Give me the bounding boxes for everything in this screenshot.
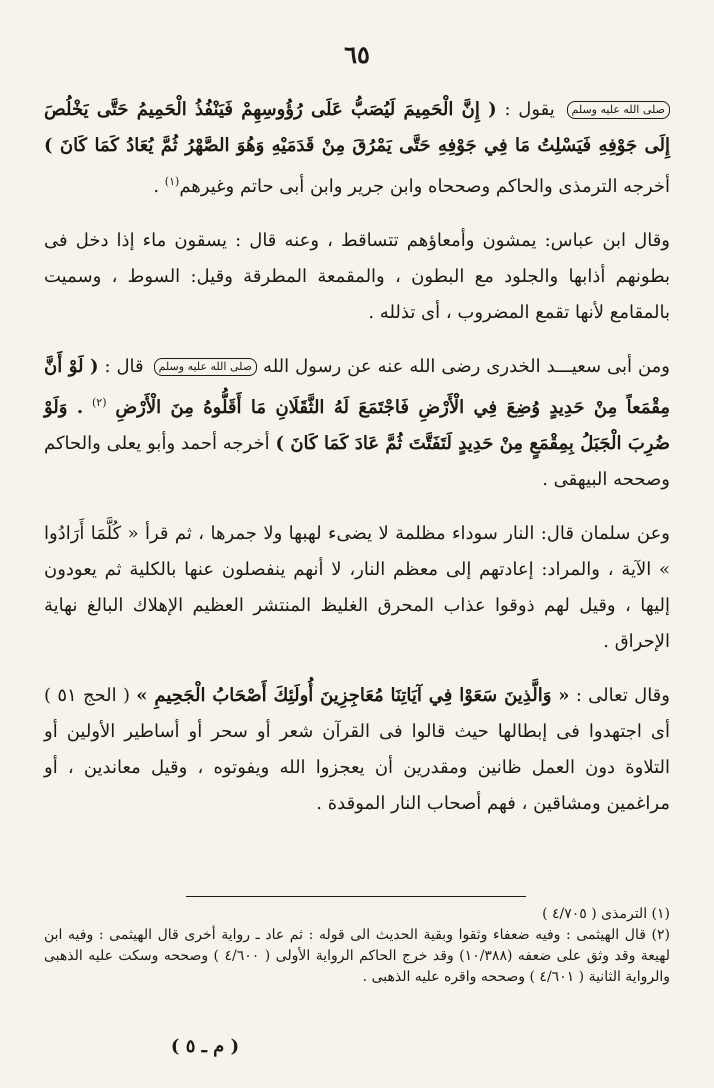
footnote-1: (١) الترمذى ( ٤/٧٠٥ ) [542, 906, 670, 922]
footnote-ref-2: (٢) [92, 396, 107, 409]
paragraph-2: وقال ابن عباس: يمشون وأمعاؤهم تتساقط ، وعنه قال : يسقون ماء إذا دخل فى بطونهم أذابها والجلود مع البطون ، والمقمعة المطرقة وقيل: السوط ، وسميت بالمقامع لأنها تقمع المضروب ، أى تذلله . [44, 230, 670, 323]
paragraph-5 [44, 678, 670, 822]
hadith-quote-2a: ( لَوْ أَنَّ مِقْمَعاً مِنْ حَدِيدٍ وُضِعَ فِي الْأَرْضِ فَاجْتَمَعَ لَهُ الثَّقَلَانِ مَا أَقَلُّوهُ مِنَ الْأَرْضِ [44, 356, 670, 418]
paragraph-5-commentary: ( الحج ٥١ ) أى اجتهدوا فى إبطالها حيث قالوا فى القرآن شعر أو سحر أو أساطير الأولين أو التلاوة دون العمل ظانين ومقدرين أن يعجزوا الله ويفوتوه ، وقيل معاندين ، أو مراغمين ومشاقين ، فهم أصحاب النار الموقدة . [44, 685, 670, 814]
page-number: ٦٥ [344, 40, 370, 69]
paragraph-3 [44, 349, 670, 498]
footnote-divider [186, 896, 526, 897]
hadith-quote-2b: . وَلَوْ ضُرِبَ الْجَبَلُ بِمِقْمَعٍ مِنْ حَدِيدٍ لَتَفَتَّتَ ثُمَّ عَادَ كَمَا كَانَ ) [44, 397, 670, 454]
salawat-seal-icon: صلى الله عليه وسلم [154, 358, 258, 376]
quran-verse: « وَالَّذِينَ سَعَوْا فِي آيَاتِنَا مُعَاجِزِينَ أُولَئِكَ أَصْحَابُ الْجَحِيمِ » [136, 685, 570, 706]
paragraph-1-source: أخرجه الترمذى والحاكم وصححاه وابن جرير وابن أبى حاتم وغيرهم [179, 176, 670, 197]
signature-mark: ( م ـ ٥ ) [170, 1036, 240, 1057]
paragraph-4: وعن سلمان قال: النار سوداء مظلمة لا يضىء لهبها ولا جمرها ، ثم قرأ « كُلَّمَا أَرَادُوا » الآية ، والمراد: إعادتهم إلى معظم النار، لا أنهم ينفصلون عنها بالكلية ثم يعودون إليها ، وقيل لهم ذوقوا عذاب المحرق الغليظ المنتشر العظيم الإهلاك البالغ نهاية الإحراق . [44, 523, 670, 652]
footnote-ref-1: (١) [164, 175, 180, 188]
paragraph-1-lead: يقول : [504, 99, 555, 120]
paragraph-3-lead: ومن أبى سعيـــد الخدرى رضى الله عنه عن رسول الله [263, 356, 670, 377]
footnotes [44, 904, 670, 988]
salawat-seal-icon: صلى الله عليه وسلم [567, 101, 671, 119]
paragraph-1-end: . [153, 176, 165, 197]
paragraph-5-lead: وقال تعالى : [575, 685, 670, 706]
hadith-quote-1: ( إِنَّ الْحَمِيمَ لَيُصَبُّ عَلَى رُؤُوسِهِمْ فَيَنْفُذُ الْحَمِيمُ حَتَّى يَخْلُصَ إِلَى جَوْفِهِ فَيَسْلِتُ مَا فِي جَوْفِهِ حَتَّى يَمْرُقَ مِنْ قَدَمَيْهِ وَهُوَ الصَّهْرُ ثُمَّ يُعَادُ كَمَا كَانَ ) [44, 99, 670, 156]
footnote-2: (٢) قال الهيثمى : وفيه ضعفاء وثقوا وبقية الحديث الى قوله : ثم عاد ـ رواية أخرى قال الهيثمى : وفيه ابن لهيعة وقد وثق على ضعفه (١٠/٣٨٨) وقد خرج الحاكم الرواية الأولى ( ٤/٦٠٠ ) وصححه وسكت عليه الذهبى والرواية الثانية ( ٤/٦٠١ ) وصححه واقره عليه الذهبى . [44, 927, 670, 985]
paragraph-3-lead2: قال : [104, 356, 144, 377]
main-text [44, 92, 670, 822]
paragraph-3-source: أخرجه أحمد وأبو يعلى والحاكم وصححه البيهقى . [44, 433, 670, 490]
paragraph-1 [44, 92, 670, 205]
